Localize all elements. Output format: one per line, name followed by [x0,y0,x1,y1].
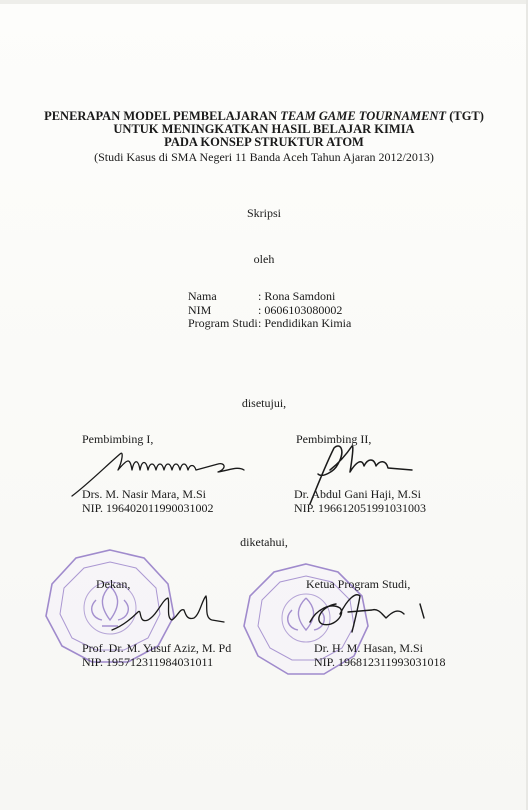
supervisor1-name: Drs. M. Nasir Mara, M.Si [82,487,206,501]
author-program-row: Program Studi : Pendidikan Kimia [188,316,352,330]
dean-role: Dekan, [96,577,131,591]
dean-name: Prof. Dr. M. Yusuf Aziz, M. Pd [82,641,232,655]
title-line-3: PADA KONSEP STRUKTUR ATOM [164,135,364,149]
dean-nip: NIP. 195712311984031011 [82,655,214,669]
document-type: Skripsi [246,206,281,220]
supervisor2-nip: NIP. 196612051991031003 [294,501,427,515]
head-signature [300,588,440,638]
title-subtitle: (Studi Kasus di SMA Negeri 11 Banda Aceh Tahun Ajaran 2012/2013) [94,150,434,164]
title-line-2: UNTUK MENINGKATKAN HASIL BELAJAR KIMIA [113,122,415,136]
supervisor2-role: Pembimbing II, [296,432,372,446]
head-role: Ketua Program Studi, [306,577,411,591]
by-label: oleh [253,252,275,266]
supervisor2-name: Dr. Abdul Gani Haji, M.Si [294,487,422,501]
author-nim-row: NIM : 0606103080002 [188,302,343,317]
page-top-edge [0,0,528,4]
acknowledged-label: diketahui, [240,535,288,549]
title-line-1: PENERAPAN MODEL PEMBELAJARAN TEAM GAME TOURNAMENT (TGT) [44,109,484,123]
approved-label: disetujui, [241,396,287,410]
supervisor1-nip: NIP. 196402011990031002 [82,501,214,515]
thesis-title [0,110,528,164]
author-name-row: Nama : Rona Samdoni [188,289,336,303]
author-info [188,290,351,331]
head-nip: NIP. 196812311993031018 [314,655,446,669]
dean-signature [108,590,228,638]
supervisor1-role: Pembimbing I, [82,432,154,446]
head-name: Dr. H. M. Hasan, M.Si [314,641,424,655]
